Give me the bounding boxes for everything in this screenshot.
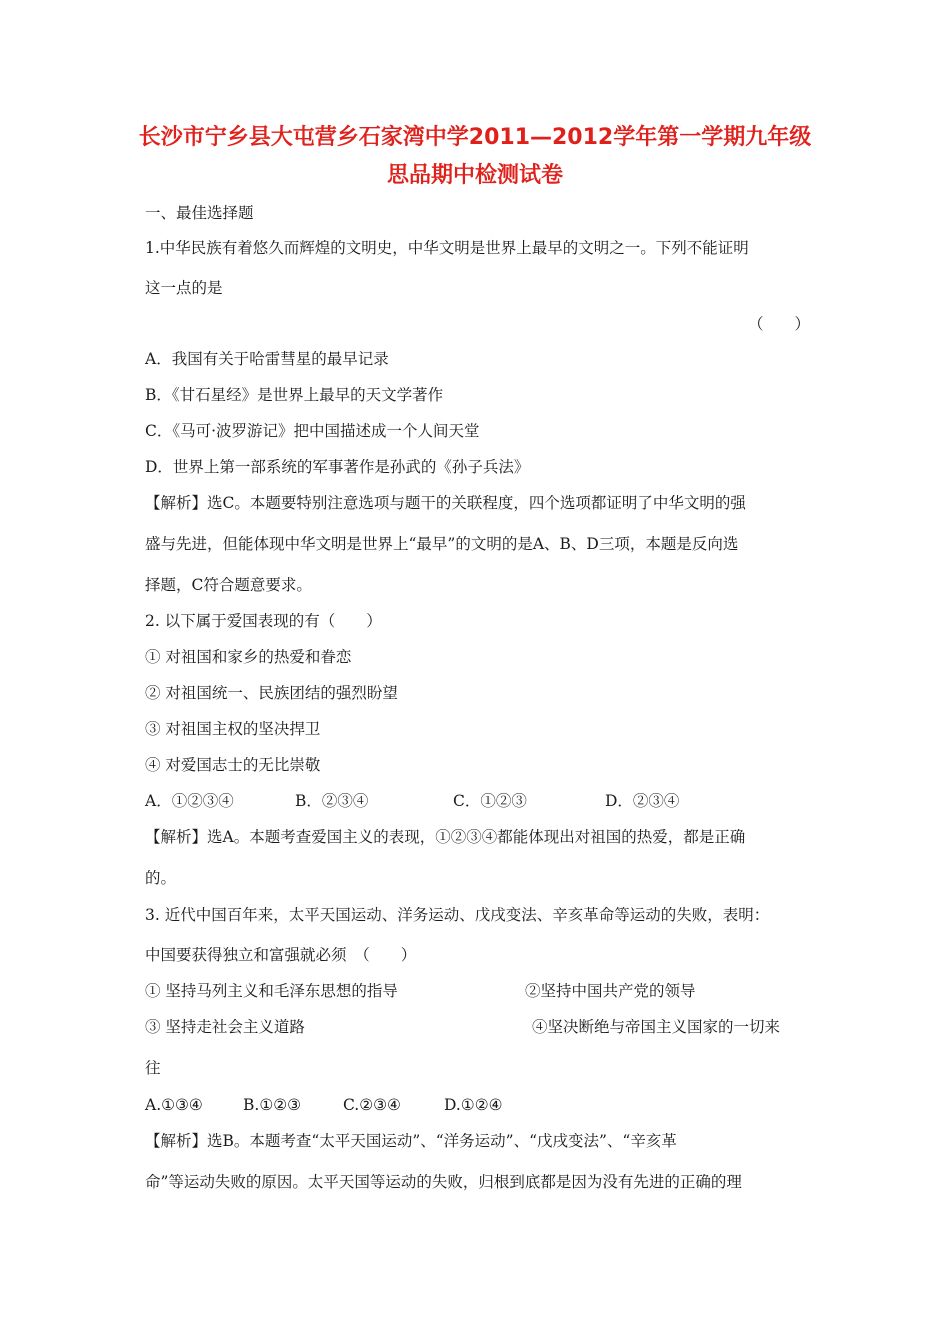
q2-item-3: ③ 对祖国主权的坚决捍卫 <box>145 720 321 738</box>
q2-option-c: C．①②③ <box>453 792 527 810</box>
q2-stem: 2. 以下属于爱国表现的有（ ） <box>145 612 382 630</box>
document-title-line-1: 长沙市宁乡县大屯营乡石家湾中学2011—2012学年第一学期九年级 <box>138 125 812 150</box>
q1-analysis-line-3: 择题，C符合题意要求。 <box>145 576 312 594</box>
q3-option-d: D.①②④ <box>444 1096 503 1114</box>
q1-answer-paren: （ ） <box>748 315 811 333</box>
q1-option-c: C．《马可·波罗游记》把中国描述成一个人间天堂 <box>145 422 480 440</box>
q1-option-a: A．我国有关于哈雷彗星的最早记录 <box>145 350 389 368</box>
document-title-line-2: 思品期中检测试卷 <box>386 163 563 188</box>
q3-option-a: A.①③④ <box>145 1096 203 1114</box>
q2-item-1: ① 对祖国和家乡的热爱和眷恋 <box>145 648 352 666</box>
q1-option-b: B．《甘石星经》是世界上最早的天文学著作 <box>145 386 444 404</box>
q2-item-2: ② 对祖国统一、民族团结的强烈盼望 <box>145 684 398 702</box>
q1-stem-line-1: 1.中华民族有着悠久而辉煌的文明史，中华文明是世界上最早的文明之一。下列不能证明 <box>145 239 749 257</box>
q2-option-d: D．②③④ <box>605 792 680 810</box>
q2-analysis-line-1: 【解析】选A。本题考查爱国主义的表现，①②③④都能体现出对祖国的热爱，都是正确 <box>145 828 746 846</box>
q3-item-4-continued: 往 <box>145 1059 161 1077</box>
q2-option-b: B．②③④ <box>295 792 369 810</box>
q3-analysis-line-2: 命”等运动失败的原因。太平天国等运动的失败，归根到底都是因为没有先进的正确的理 <box>145 1173 742 1191</box>
q3-item-1: ① 坚持马列主义和毛泽东思想的指导 <box>145 982 398 1000</box>
q3-stem-line-1: 3. 近代中国百年来，太平天国运动、洋务运动、戊戌变法、辛亥革命等运动的失败，表明： <box>145 906 770 924</box>
q1-option-d: D．世界上第一部系统的军事著作是孙武的《孙子兵法》 <box>145 458 530 476</box>
q3-option-b: B.①②③ <box>243 1096 302 1114</box>
q1-analysis-line-1: 【解析】选C。本题要特别注意选项与题干的关联程度，四个选项都证明了中华文明的强 <box>145 494 746 512</box>
q3-stem-line-2: 中国要获得独立和富强就必须 （ ） <box>145 946 417 964</box>
q3-item-2: ②坚持中国共产党的领导 <box>525 982 696 1000</box>
q2-option-a: A．①②③④ <box>145 792 234 810</box>
q1-analysis-line-2: 盛与先进，但能体现中华文明是世界上“最早”的文明的是A、B、D三项，本题是反向选 <box>145 535 739 553</box>
q3-option-c: C.②③④ <box>343 1096 401 1114</box>
q3-item-4: ④坚决断绝与帝国主义国家的一切来 <box>532 1018 781 1036</box>
q2-item-4: ④ 对爱国志士的无比崇敬 <box>145 756 321 774</box>
section-heading: 一、最佳选择题 <box>145 204 254 222</box>
q3-item-3: ③ 坚持走社会主义道路 <box>145 1018 305 1036</box>
q3-analysis-line-1: 【解析】选B。本题考查“太平天国运动”、“洋务运动”、“戊戌变法”、“辛亥革 <box>145 1132 677 1150</box>
q2-analysis-line-2: 的。 <box>145 869 177 887</box>
q1-stem-line-2: 这一点的是 <box>145 279 223 297</box>
